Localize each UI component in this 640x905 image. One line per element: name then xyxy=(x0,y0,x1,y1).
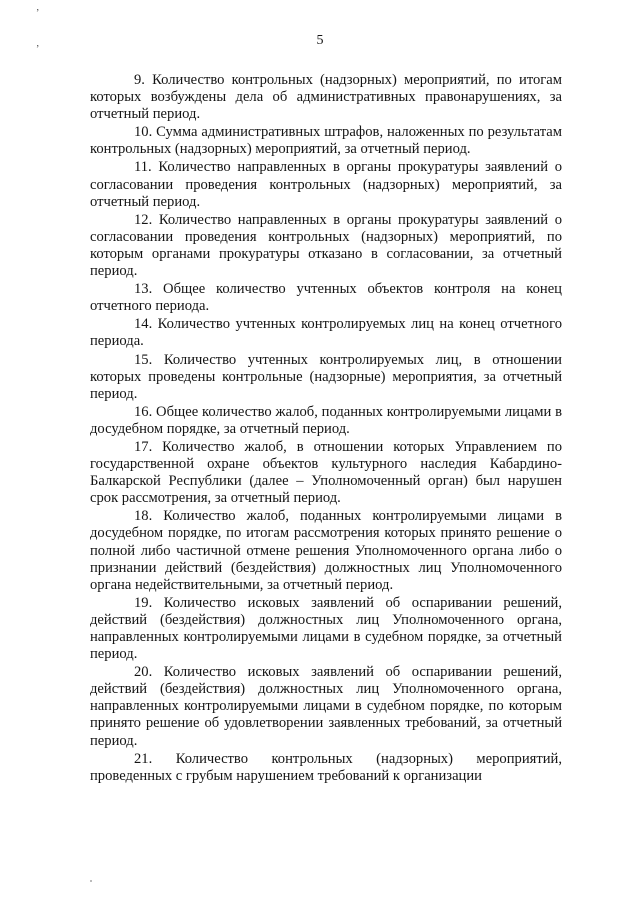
paragraph-20: 20. Количество исковых заявлений об оспаривании решений, действий (бездействия) должностных лиц Уполномоченного органа, направленных контролируемыми лицами в судебном порядке, по которым принято решение об удовлетворении заявленных требований, за отчетный период. xyxy=(90,664,562,749)
paragraph-13: 13. Общее количество учтенных объектов контроля на конец отчетного периода. xyxy=(90,281,562,315)
scan-speck xyxy=(90,880,92,882)
paragraph-15: 15. Количество учтенных контролируемых лиц, в отношении которых проведены контрольные (надзорные) мероприятия, за отчетный период. xyxy=(90,351,562,402)
margin-mark: ʼ xyxy=(36,8,40,19)
paragraph-14: 14. Количество учтенных контролируемых лиц на конец отчетного периода. xyxy=(90,316,562,350)
paragraph-10: 10. Сумма административных штрафов, наложенных по результатам контрольных (надзорных) мероприятий, за отчетный период. xyxy=(90,124,562,158)
document-body xyxy=(90,72,562,786)
paragraph-11: 11. Количество направленных в органы прокуратуры заявлений о согласовании проведения контрольных (надзорных) мероприятий, за отчетный период. xyxy=(90,159,562,210)
page-number: 5 xyxy=(316,33,324,48)
paragraph-12: 12. Количество направленных в органы прокуратуры заявлений о согласовании проведения контрольных (надзорных) мероприятий, по которым органами прокуратуры отказано в согласовании, за отчетный период. xyxy=(90,211,562,280)
paragraph-18: 18. Количество жалоб, поданных контролируемыми лицами в досудебном порядке, по итогам рассмотрения которых принято решение о полной либо частичной отмене решения Уполномоченного органа либо о признании действий (бездействия) должностных лиц Уполномоченного органа недействительными, за отчетный период. xyxy=(90,508,562,593)
paragraph-17: 17. Количество жалоб, в отношении которых Управлением по государственной охране объектов культурного наследия Кабардино-Балкарской Республики (далее – Уполномоченный орган) был нарушен срок рассмотрения, за отчетный период. xyxy=(90,438,562,507)
paragraph-9: 9. Количество контрольных (надзорных) мероприятий, по итогам которых возбуждены дела об административных правонарушениях, за отчетный период. xyxy=(90,72,562,123)
paragraph-16: 16. Общее количество жалоб, поданных контролируемыми лицами в досудебном порядке, за отчетный период. xyxy=(90,403,562,437)
paragraph-19: 19. Количество исковых заявлений об оспаривании решений, действий (бездействия) должностных лиц Уполномоченного органа, направленных контролируемыми лицами в судебном порядке, за отчетный период. xyxy=(90,594,562,663)
margin-mark: ʼ xyxy=(36,44,40,55)
paragraph-21: 21. Количество контрольных (надзорных) мероприятий, проведенных с грубым нарушением требований к организации xyxy=(90,750,562,784)
